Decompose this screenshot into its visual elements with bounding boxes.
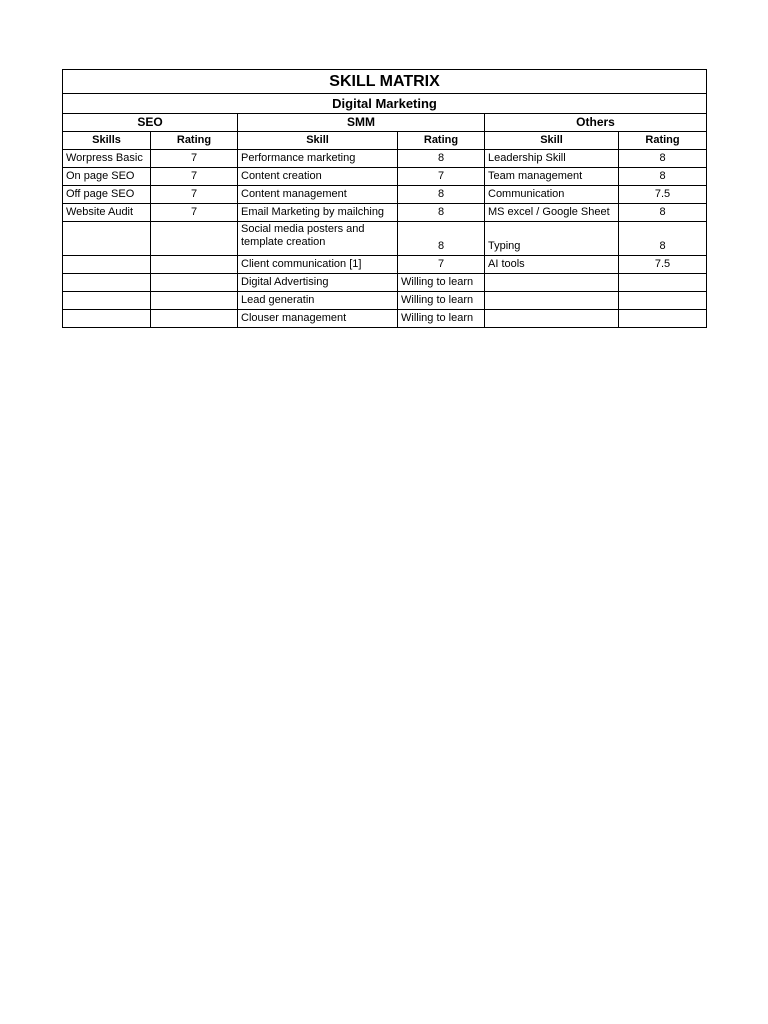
others-skill-cell [485,310,619,328]
seo-rating-cell [151,310,238,328]
smm-rating-cell: 7 [398,168,485,186]
seo-rating-cell: 7 [151,204,238,222]
seo-skill-cell [63,310,151,328]
table-row [63,274,707,292]
seo-skill-cell [63,274,151,292]
smm-rating-cell: Willing to learn [398,274,485,292]
smm-rating-cell: 8 [398,150,485,168]
column-header-seo-rating: Rating [151,132,238,150]
others-rating-cell: 8 [619,150,707,168]
table-row [63,168,707,186]
others-skill-cell [485,292,619,310]
others-skill-cell: AI tools [485,256,619,274]
smm-skill-cell: Performance marketing [238,150,398,168]
table-row [63,292,707,310]
others-rating-cell [619,292,707,310]
table-row [63,204,707,222]
seo-skill-cell: Off page SEO [63,186,151,204]
seo-skill-cell [63,292,151,310]
seo-rating-cell: 7 [151,150,238,168]
smm-skill-cell: Clouser management [238,310,398,328]
seo-rating-cell [151,222,238,256]
smm-skill-cell: Client communication [1] [238,256,398,274]
seo-skill-cell [63,222,151,256]
smm-rating-cell: Willing to learn [398,292,485,310]
smm-skill-cell: Lead generatin [238,292,398,310]
others-skill-cell: Communication [485,186,619,204]
others-rating-cell [619,310,707,328]
others-skill-cell: Team management [485,168,619,186]
skill-matrix-table [62,69,707,328]
column-header-smm-skill: Skill [238,132,398,150]
skill-matrix-sheet [62,69,706,328]
smm-skill-cell: Social media posters and template creation [238,222,398,256]
seo-rating-cell: 7 [151,186,238,204]
smm-skill-cell: Content creation [238,168,398,186]
smm-rating-cell: 7 [398,256,485,274]
smm-rating-cell: 8 [398,204,485,222]
seo-skill-cell: Website Audit [63,204,151,222]
others-skill-cell [485,274,619,292]
smm-skill-cell: Email Marketing by mailching [238,204,398,222]
seo-skill-cell [63,256,151,274]
seo-rating-cell [151,274,238,292]
seo-rating-cell: 7 [151,168,238,186]
others-rating-cell: 8 [619,222,707,256]
table-row [63,222,707,256]
seo-skill-cell: On page SEO [63,168,151,186]
others-skill-cell: Leadership Skill [485,150,619,168]
group-header-smm: SMM [238,114,485,132]
table-row [63,256,707,274]
others-skill-cell: Typing [485,222,619,256]
smm-rating-cell: 8 [398,186,485,204]
page-title: SKILL MATRIX [63,70,707,94]
table-row [63,186,707,204]
page-subtitle: Digital Marketing [63,94,707,114]
others-skill-cell: MS excel / Google Sheet [485,204,619,222]
seo-rating-cell [151,292,238,310]
others-rating-cell: 8 [619,168,707,186]
table-row [63,150,707,168]
group-header-seo: SEO [63,114,238,132]
others-rating-cell: 7.5 [619,186,707,204]
smm-rating-cell: 8 [398,222,485,256]
smm-skill-cell: Digital Advertising [238,274,398,292]
others-rating-cell: 8 [619,204,707,222]
column-header-smm-rating: Rating [398,132,485,150]
smm-rating-cell: Willing to learn [398,310,485,328]
group-header-others: Others [485,114,707,132]
seo-rating-cell [151,256,238,274]
others-rating-cell: 7.5 [619,256,707,274]
seo-skill-cell: Worpress Basic [63,150,151,168]
smm-skill-cell: Content management [238,186,398,204]
others-rating-cell [619,274,707,292]
column-header-others-rating: Rating [619,132,707,150]
column-header-seo-skill: Skills [63,132,151,150]
column-header-others-skill: Skill [485,132,619,150]
table-row [63,310,707,328]
